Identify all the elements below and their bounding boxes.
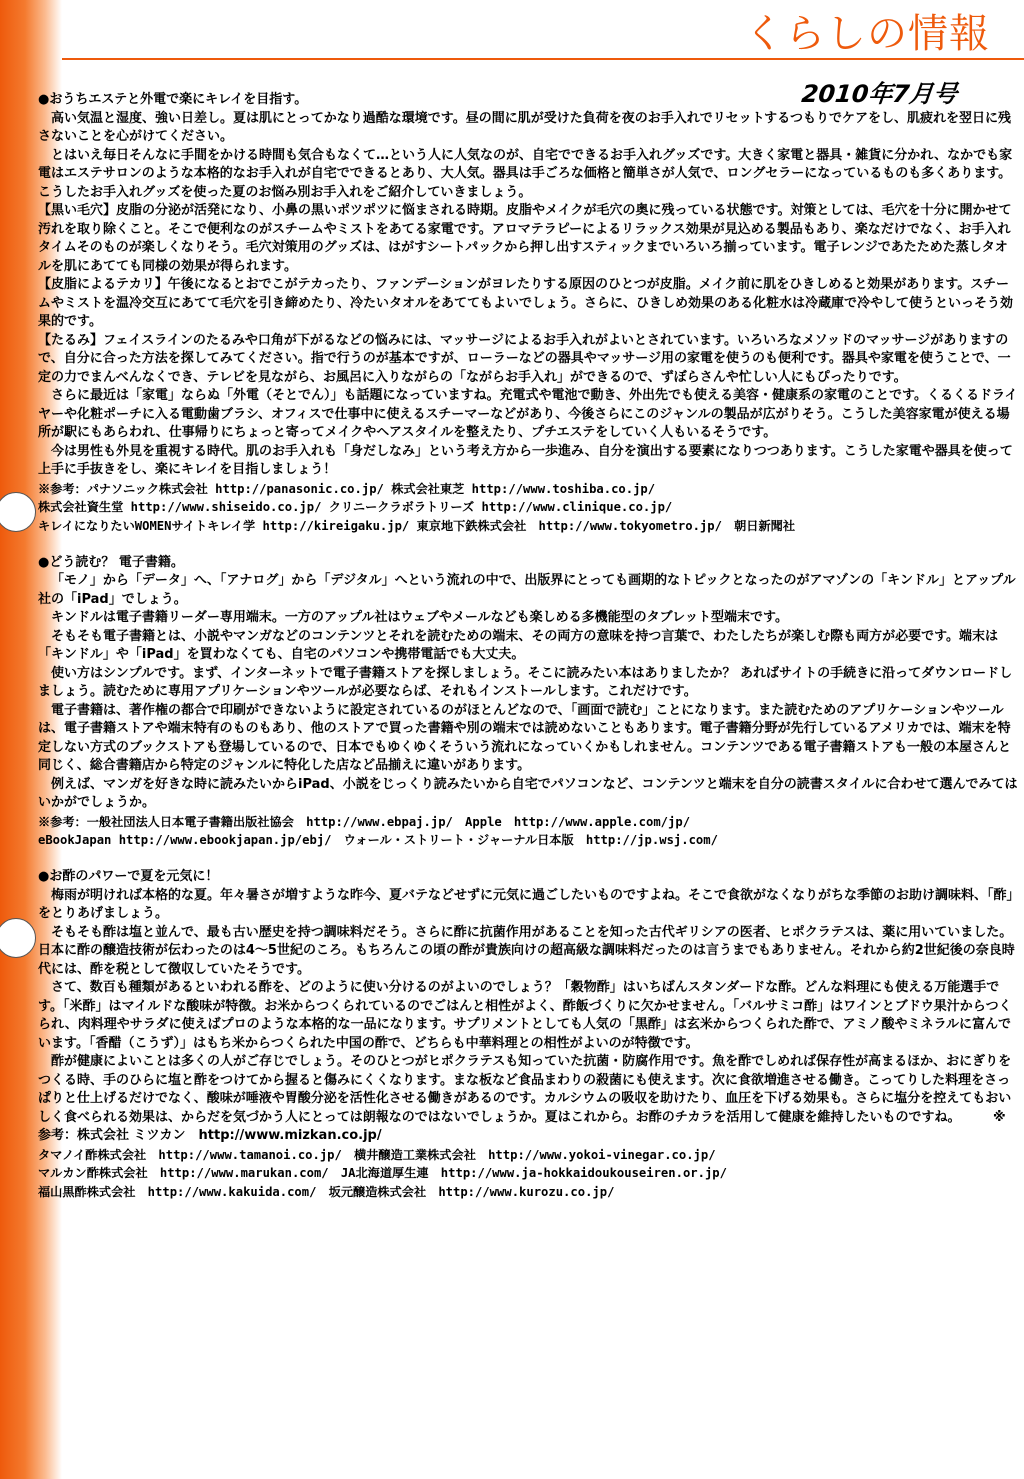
article-paragraph: 【皮脂によるテカリ】午後になるとおでこがテカったり、ファンデーションがヨレたりする原因のひとつが皮脂。メイク前に肌をひきしめると効果があります。スチームやミストを温冷交互にあてて毛穴を引き締めたり、冷たいタオルをあててもよいでしょう。さらに、ひきしめ効果のある化粧水は冷蔵庫で冷やして使うといっそう効果的です。 — [38, 277, 1014, 329]
reference-line: eBookJapan http://www.ebookjapan.jp/ebj/ ウォール・ストリート・ジャーナル日本版 http://jp.wsj.com/ — [38, 833, 718, 847]
section-gap — [38, 850, 1018, 869]
reference-line: タマノイ酢株式会社 http://www.tamanoi.co.jp/ 横井醸造工業株式会社 http://www.yokoi-vinegar.co.jp/ — [38, 1147, 716, 1162]
reference-line: マルカン酢株式会社 http://www.marukan.com/ JA北海道厚生連 http://www.ja-hokkaidoukouseiren.or.jp/ — [38, 1166, 727, 1180]
article-paragraph: 梅雨が明ければ本格的な夏。年々暑さが増すような昨今、夏バテなどせずに元気に過ごしたいものですよね。そこで食欲がなくなりがちな季節のお助け調味料、「酢」をとりあげましょう。 — [38, 887, 1014, 921]
article-paragraph: そもそも酢は塩と並んで、最も古い歴史を持つ調味料だそう。さらに酢に抗菌作用があることを知った古代ギリシアの医者、ヒポクラテスは、薬に用いていました。日本に酢の醸造技術が伝わったのは4～5世紀のころ。もちろんこの頃の酢が貴族向けの超高級な調味料だったのは言うまでもありません。それから約2世紀後の奈良時代には、酢を税として徴収していたそうです。 — [38, 924, 1015, 977]
article-heading: ●どう読む？ 電子書籍。 — [38, 554, 184, 570]
article-paragraph: さて、数百も種類があるといわれる酢を、どのように使い分けるのがよいのでしょう？「穀物酢」はいちばんスタンダードな酢。どんな料理にも使える万能選手です。「米酢」はマイルドな酸味が特徴。お米からつくられているのでごはんと相性がよく、酢飯づくりに欠かせません。「バルサミコ酢」はワインとブドウ果汁からつくられ、肉料理やサラダに使えばプロのような本格的な一品になります。サプリメントとしても人気の「黒酢」は玄米からつくられた酢で、アミノ酸やミネラルに富んでいます。「香醋（こうず）」はもち米からつくられた中国の酢で、どちらも中華料理との相性がよいのが特徴です。 — [38, 980, 1012, 1051]
reference-line: 株式会社資生堂 http://www.shiseido.co.jp/ クリニークラボラトリーズ http://www.clinique.co.jp/ — [38, 500, 673, 514]
article-paragraph: キンドルは電子書籍リーダー専用端末。一方のアップル社はウェブやメールなども楽しめる多機能型のタブレット型端末です。 — [51, 610, 788, 625]
header-divider — [62, 58, 1024, 60]
reference-line: ※参考：パナソニック株式会社 http://panasonic.co.jp/ 株式会社東芝 http://www.toshiba.co.jp/ — [38, 481, 656, 496]
article-paragraph: 【黒い毛穴】皮脂の分泌が活発になり、小鼻の黒いポツポツに悩まされる時期。皮脂やメイクが毛穴の奥に残っている状態です。対策としては、毛穴を十分に開かせて汚れを取り除くこと。そこで便利なのがスチームやミストをあてる家電です。アロマテラピーによるリラックス効果が見込める製品もあり、楽なだけでなく、お手入れタイムそのものが楽しくなりそう。毛穴対策用のグッズは、はがすシートパックから押し出すスティックまでいろいろ揃っています。電子レンジであたためた蒸しタオルを肌にあてても同様の効果が得られます。 — [38, 203, 1012, 274]
issue-date: 2010年7月号 — [800, 80, 959, 108]
article-paragraph: 【たるみ】フェイスラインのたるみや口角が下がるなどの悩みには、マッサージによるお手入れがよいとされています。いろいろなメソッドのマッサージがありますので、自分に合った方法を探してみてください。指で行うのが基本ですが、ローラーなどの器具やマッサージ用の家電を使うのも便利です。器具や家電を使うことで、一定の力でまんべんなくでき、テレビを見ながら、お風呂に入りながらの「ながらお手入れ」ができるので、ずぼらさんや忙しい人にもぴったりです。 — [38, 332, 1011, 385]
article-paragraph: そもそも電子書籍とは、小説やマンガなどのコンテンツとそれを読むための端末、その両方の意味を持つ言葉で、わたしたちが楽しむ際も両方が必要です。端末は「キンドル」や「iPad」を買わなくても、自宅のパソコンや携帯電話でも大丈夫。 — [38, 628, 999, 662]
article-paragraph: 高い気温と湿度、強い日差し。夏は肌にとってかなり過酷な環境です。昼の間に肌が受けた負荷を夜のお手入れでリセットするつもりでケアをし、肌疲れを翌日に残さないことを心がけてください。 — [38, 110, 1012, 144]
newsletter-body — [38, 91, 1018, 1201]
article-paragraph: 例えば、マンガを好きな時に読みたいからiPad、小説をじっくり読みたいから自宅でパソコンなど、コンテンツと端末を自分の読書スタイルに合わせて選んでみてはいかがでしょうか。 — [38, 776, 1018, 810]
reference-line: キレイになりたいWOMENサイトキレイ学 http://kireigaku.jp/ 東京地下鉄株式会社 http://www.tokyometro.jp/ 朝日新聞社 — [38, 518, 796, 533]
article-paragraph: 「モノ」から「データ」へ、「アナログ」から「デジタル」へという流れの中で、出版界にとっても画期的なトピックとなったのがアマゾンの「キンドル」とアップル社の「iPad」でしょう。 — [38, 573, 1016, 607]
article-paragraph: 酢が健康によいことは多くの人がご存じでしょう。そのひとつがヒポクラテスも知っていた抗菌・防腐作用です。魚を酢でしめれば保存性が高まるほか、おにぎりをつくる時、手のひらに塩と酢をつけてから握ると傷みにくくなります。まな板など食品まわりの殺菌にも使えます。次に食欲増進させる働き。こってりした料理をさっぱりと仕上げるだけでなく、酸味が唾液や胃酸分泌を活性化させる働きがあるのです。カルシウムの吸収を助けたり、血圧を下げる効果も。さらに塩分を控えてもおいしく食べられる効果は、からだを気づかう人にとっては朗報なのではないでしょうか。夏はこれから。お酢のチカラを活用して健康を維持したいものですね。 ※参考：株式会社 ミツカン http://www.mizkan.co.jp/ — [38, 1054, 1012, 1143]
reference-line: ※参考：一般社団法人日本電子書籍出版社協会 http://www.ebpaj.jp/ Apple http://www.apple.com/jp/ — [38, 814, 691, 829]
article-heading: ●お酢のパワーで夏を元気に！ — [38, 869, 219, 884]
reference-line: 福山黒酢株式会社 http://www.kakuida.com/ 坂元醸造株式会社 http://www.kurozu.co.jp/ — [38, 1184, 615, 1199]
page-title: くらしの情報 — [744, 11, 990, 57]
article-paragraph: さらに最近は「家電」ならぬ「外電（そとでん）」も話題になっていますね。充電式や電池で動き、外出先でも使える美容・健康系の家電のことです。くるくるドライヤーや化粧ポーチに入る電動歯ブラシ、オフィスで仕事中に使えるスチーマーなどがあり、今後さらにこのジャンルの製品が広がりそう。こうした美容家電が使える場所が駅にもあらわれ、仕事帰りにちょっと寄ってメイクやヘアスタイルを整えたり、プチエステをしていく人もいるそうです。 — [38, 388, 1018, 440]
article-paragraph: 電子書籍は、著作権の都合で印刷ができないように設定されているのがほとんどなので、「画面で読む」ことになります。また読むためのアプリケーションやツールは、電子書籍ストアや端末特有のものもあり、他のストアで買った書籍や別の端末では読めないこともあります。電子書籍分野が先行しているアメリカでは、端末を特定しない方式のブックストアも登場しているので、日本でもゆくゆくそういう流れになっていくかもしれません。コンテンツである電子書籍ストアも一般の本屋さんと同じく、総合書籍店から特定のジャンルに特化した店など品揃えに違いがあります。 — [38, 702, 1012, 773]
article-heading: ●おうちエステと外電で楽にキレイを目指す。 — [38, 92, 308, 107]
article-paragraph: とはいえ毎日そんなに手間をかける時間も気合もなくて…という人に人気なのが、自宅でできるお手入れグッズです。大きく家電と器具・雑貨に分かれ、なかでも家電はエステサロンのような本格的なお手入れが自宅でできるとあり、大人気。器具は手ごろな価格と簡単さが人気で、ロングセラーになっているものも多くあります。こうしたお手入れグッズを使った夏のお悩み別お手入れをご紹介していきましょう。 — [38, 147, 1013, 200]
section-gap — [38, 535, 1018, 554]
article-paragraph: 使い方はシンプルです。まず、インターネットで電子書籍ストアを探しましょう。そこに読みたい本はありましたか？ あればサイトの手続きに沿ってダウンロードしましょう。読むために専用アプリケーションやツールが必要ならば、それもインストールします。これだけです。 — [38, 665, 1013, 699]
article-paragraph: 今は男性も外見を重視する時代。肌のお手入れも「身だしなみ」という考え方から一歩進み、自分を演出する要素になりつつあります。こうした家電や器具を使って上手に手抜きをし、楽にキレイを目指しましょう！ — [38, 443, 1013, 477]
